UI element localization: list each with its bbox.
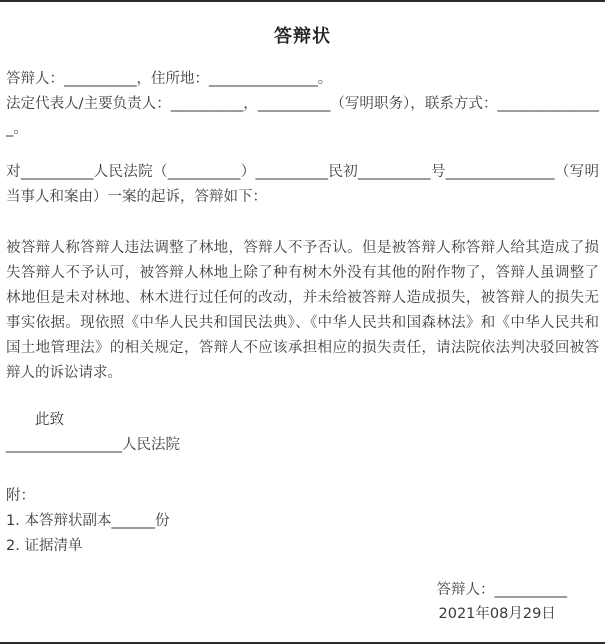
signature-date: 2021年08月29日	[438, 606, 556, 622]
signature-block	[437, 578, 568, 626]
party-info-block	[6, 67, 599, 142]
legal-representative-line: 法定代表人/主要负责人：__________，__________（写明职务），联系方式：_______________。	[6, 96, 599, 138]
respondent-info-line: 答辩人：__________，住所地：_______________。	[6, 71, 333, 88]
page-title: 答辩状	[274, 26, 331, 47]
signature-respondent-line: 答辩人：__________	[436, 582, 567, 598]
attachments-label: 附：	[6, 488, 35, 505]
closing-salutation: 此致	[35, 412, 64, 429]
document-body	[0, 24, 605, 559]
case-reference-paragraph: 对__________人民法院（__________）__________民初__________号_______________（写明当事人和案由）一案的起诉，答辩如下：	[6, 164, 599, 206]
attachment-item: 1. 本答辩状副本______份	[6, 513, 170, 530]
defense-body-paragraph: 被答辩人称答辩人违法调整了林地，答辩人不予否认。但是被答辩人称答辩人给其造成了损失答辩人不予认可，被答辩人林地上除了种有树木外没有其他的附作物了，答辩人虽调整了林地但是未对林地、林木进行过任何的改动，并未给被答辩人造成损失，被答辩人的损失无事实依据。现依照《中华人民共和国民法典》、《中华人民共和国森林法》和《中华人民共和国土地管理法》的相关规定，答辩人不应该承担相应的损失责任，请法院依法判决驳回被答辩人的诉讼请求。	[6, 240, 599, 382]
addressed-court-line: ________________人民法院	[6, 437, 180, 454]
attachment-item: 2. 证据清单	[6, 538, 83, 555]
